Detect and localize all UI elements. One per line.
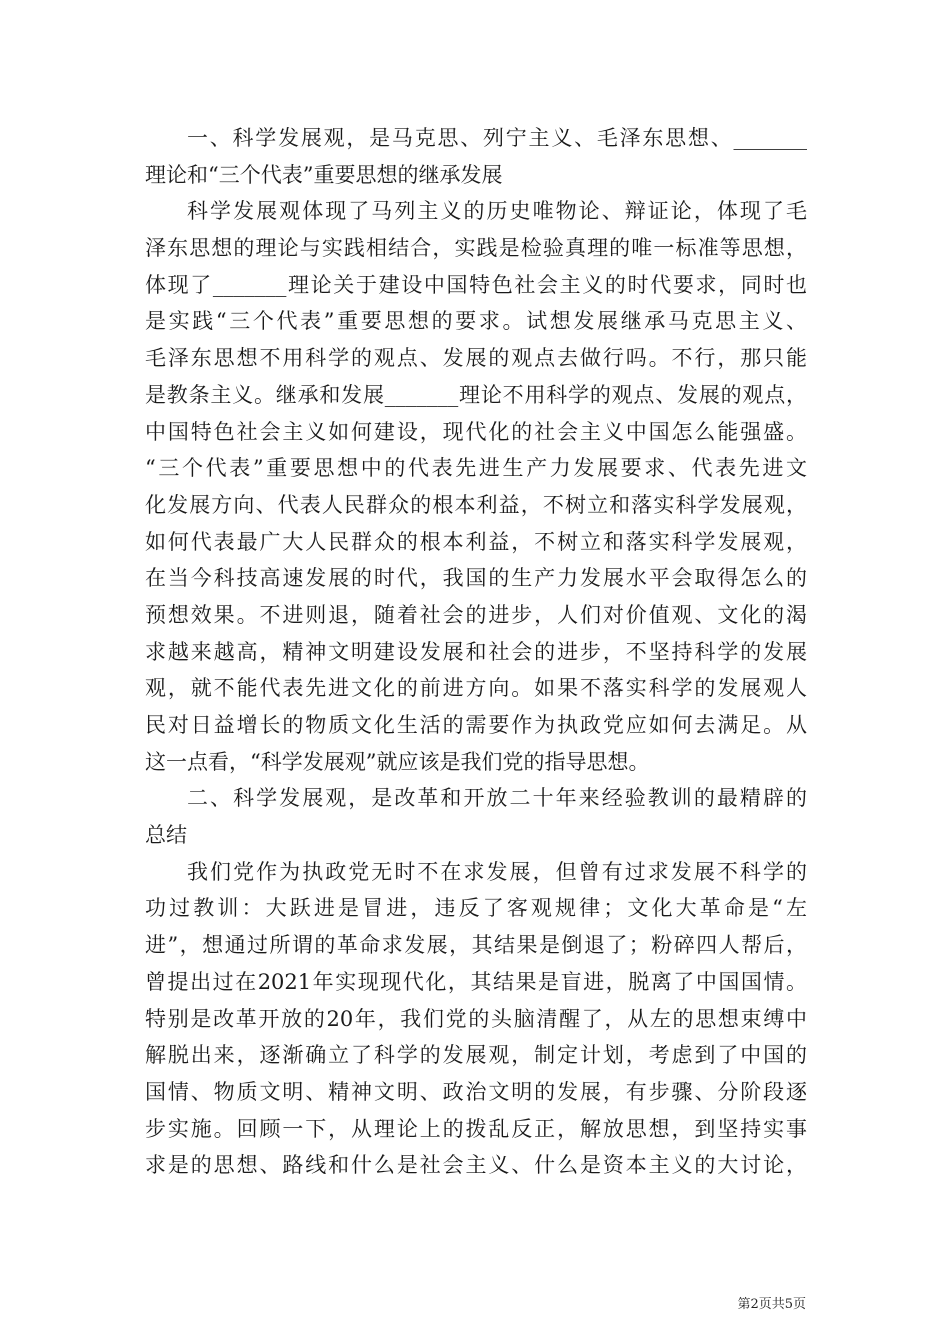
section-2-heading-line-2: 总结 [145, 823, 187, 848]
paragraph-1-line-3: 体现了_______理论关于建设中国特色社会主义的时代要求，同时也 [145, 272, 807, 297]
paragraph-1-line-15: 民对日益增长的物质文化生活的需要作为执政党应如何去满足。从 [145, 713, 807, 737]
paragraph-1-line-8: “三个代表”重要思想中的代表先进生产力发展要求、代表先进文 [145, 456, 807, 481]
paragraph-2-line-6: 解脱出来，逐渐确立了科学的发展观，制定计划，考虑到了中国的 [145, 1043, 807, 1068]
paragraph-1-line-10: 如何代表最广大人民群众的根本利益，不树立和落实科学发展观， [145, 529, 807, 554]
document-body [145, 120, 807, 1184]
paragraph-1-line-2: 泽东思想的理论与实践相结合，实践是检验真理的唯一标准等思想， [145, 236, 807, 261]
paragraph-2-line-4: 曾提出过在2021年实现现代化，其结果是盲进，脱离了中国国情。 [145, 969, 807, 994]
paragraph-1-line-13: 求越来越高，精神文明建设发展和社会的进步，不坚持科学的发展 [145, 639, 807, 664]
section-2-heading-line-1: 二、科学发展观，是改革和开放二十年来经验教训的最精辟的 [187, 786, 807, 811]
page-number: 第2页共5页 [737, 1297, 806, 1312]
paragraph-1-line-6: 是教条主义。继承和发展_______理论不用科学的观点、发展的观点， [145, 382, 807, 407]
paragraph-2-line-8: 步实施。回顾一下，从理论上的拨乱反正，解放思想，到坚持实事 [145, 1116, 807, 1141]
section-1-heading-line-2: 理论和“三个代表”重要思想的继承发展 [145, 162, 503, 187]
paragraph-2-line-1: 我们党作为执政党无时不在求发展，但曾有过求发展不科学的 [187, 859, 807, 884]
paragraph-1-line-12: 预想效果。不进则退，随着社会的进步，人们对价值观、文化的渴 [145, 602, 807, 627]
paragraph-2-line-3: 进”，想通过所谓的革命求发展，其结果是倒退了；粉碎四人帮后， [145, 933, 807, 958]
paragraph-1-line-7: 中国特色社会主义如何建设，现代化的社会主义中国怎么能强盛。 [145, 419, 807, 444]
paragraph-2-line-2: 功过教训：大跃进是冒进，违反了客观规律；文化大革命是“左 [145, 896, 807, 921]
section-1-heading-line-1: 一、科学发展观，是马克思、列宁主义、毛泽东思想、_______ [187, 126, 807, 150]
paragraph-1-line-11: 在当今科技高速发展的时代，我国的生产力发展水平会取得怎么的 [145, 566, 807, 591]
paragraph-1-line-1: 科学发展观体现了马列主义的历史唯物论、辩证论，体现了毛 [187, 199, 807, 224]
paragraph-1-line-4: 是实践“三个代表”重要思想的要求。试想发展继承马克思主义、 [145, 309, 807, 334]
paragraph-2-line-9: 求是的思想、路线和什么是社会主义、什么是资本主义的大讨论， [145, 1153, 807, 1178]
paragraph-2-line-5: 特别是改革开放的20年，我们党的头脑清醒了，从左的思想束缚中 [145, 1006, 807, 1031]
paragraph-1-line-16: 这一点看，“科学发展观”就应该是我们党的指导思想。 [145, 749, 650, 774]
paragraph-1-line-14: 观，就不能代表先进文化的前进方向。如果不落实科学的发展观人 [145, 676, 807, 701]
paragraph-2-line-7: 国情、物质文明、精神文明、政治文明的发展，有步骤、分阶段逐 [145, 1079, 807, 1104]
paragraph-1-line-5: 毛泽东思想不用科学的观点、发展的观点去做行吗。不行，那只能 [145, 346, 807, 371]
paragraph-1-line-9: 化发展方向、代表人民群众的根本利益，不树立和落实科学发展观， [145, 492, 807, 517]
